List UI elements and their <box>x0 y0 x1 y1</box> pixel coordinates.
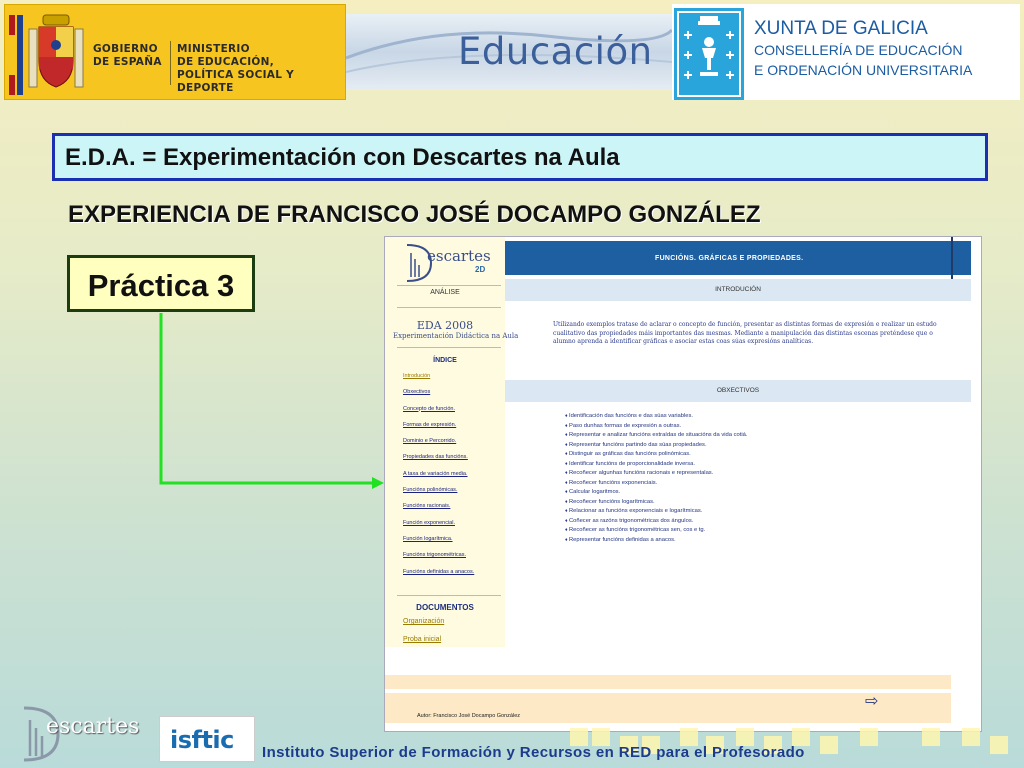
flag-stripe-blue <box>17 15 23 95</box>
xunta-title: XUNTA DE GALICIA <box>754 18 928 39</box>
embedded-page-screenshot <box>384 236 982 732</box>
descartes-2d-badge: 2D <box>475 265 486 274</box>
section-title: OBXECTIVOS <box>716 387 760 394</box>
gobierno-line2: DE ESPAÑA <box>93 56 162 68</box>
documents-title: DOCUMENTOS <box>416 603 474 612</box>
objective-item: ♦ Representar e analizar funcións extraídas de situacións da vida cotiá. <box>565 432 747 442</box>
xunta-subtitle-2: E ORDENACIÓN UNIVERSITARIA <box>754 62 973 78</box>
objective-item: ♦ Identificar funcións de proporcionalidade inversa. <box>565 461 747 471</box>
index-title: ÍNDICE <box>433 357 457 364</box>
ministerio-text <box>177 43 345 95</box>
gobierno-logo-block <box>4 4 346 100</box>
xunta-subtitle-1: CONSELLERÍA DE EDUCACIÓN <box>754 42 963 58</box>
spain-flag-stripe <box>9 15 15 95</box>
index-link[interactable]: Formas de expresión. <box>403 421 457 428</box>
divider <box>397 285 501 286</box>
footer-band <box>385 675 951 689</box>
index-link[interactable]: Función exponencial. <box>403 519 455 526</box>
ministerio-line1: MINISTERIO <box>177 43 250 55</box>
educacion-banner <box>346 14 672 90</box>
embedded-title: FUNCIÓNS. GRÁFICAS E PROPIEDADES. <box>655 255 804 262</box>
ministerio-line3: POLÍTICA SOCIAL Y DEPORTE <box>177 69 295 94</box>
embedded-sidebar <box>385 237 519 647</box>
gobierno-text <box>93 43 162 69</box>
document-link-organizacion[interactable]: Organización <box>403 618 445 625</box>
index-link[interactable]: Función logarítmica. <box>403 535 453 542</box>
document-link-proba-inicial[interactable]: Proba inicial <box>403 636 442 643</box>
objective-item: ♦ Representar funcións partindo das súas propiedades. <box>565 442 747 452</box>
objective-item: ♦ Representar funcións definidas a anacos. <box>565 537 747 547</box>
decor-square <box>922 728 940 746</box>
section-header-objectives <box>505 380 971 402</box>
objective-item: ♦ Recoñecer as funcións trigonométricas sen, cos e tg. <box>565 527 747 537</box>
index-link[interactable]: Obxectivos <box>403 389 431 396</box>
index-link[interactable]: Dominio e Percorrido. <box>403 438 457 445</box>
embedded-title-bar <box>505 241 971 275</box>
index-link[interactable]: Funcións definidas a anacos. <box>403 568 475 575</box>
index-link[interactable]: Funcións trigonométricas. <box>403 552 466 559</box>
xunta-logo-block <box>672 4 1020 100</box>
index-link[interactable]: Propiedades das funcións. <box>403 454 468 461</box>
divider <box>170 41 171 85</box>
gobierno-line1: GOBIERNO <box>93 43 158 55</box>
objective-item: ♦ Coñecer as razóns trigonométricas dos ángulos. <box>565 518 747 528</box>
eda-title: EDA 2008 <box>416 319 474 332</box>
slide-title: E.D.A. = Experimentación con Descartes na Aula <box>52 133 988 181</box>
index-link[interactable]: A taxa de variación media. <box>403 470 468 477</box>
descartes-logo-word: escartes <box>427 247 491 265</box>
objective-item: ♦ Calcular logaritmos. <box>565 489 747 499</box>
sidebar-heading: ANÁLISE <box>430 289 460 296</box>
index-link[interactable]: Funcións racionais. <box>403 503 451 510</box>
objectives-list <box>565 413 747 546</box>
practice-label: Práctica 3 <box>67 255 255 312</box>
decor-square <box>860 728 878 746</box>
decor-square <box>962 728 980 746</box>
author-credit: Autor: Francisco José Docampo González <box>417 713 521 719</box>
ministerio-line2: DE EDUCACIÓN, <box>177 56 275 68</box>
objective-item: ♦ Identificación das funcións e das súas variables. <box>565 413 747 423</box>
decor-square <box>820 736 838 754</box>
objective-item: ♦ Relacionar as funcións exponenciais e logarítmicas. <box>565 508 747 518</box>
decor-square <box>990 736 1008 754</box>
institute-footer-text: Instituto Superior de Formación y Recursos en RED para el Profesorado <box>262 744 805 761</box>
divider <box>951 237 953 281</box>
spain-coat-of-arms-icon <box>27 11 85 95</box>
objective-item: ♦ Recoñecer funcións exponenciais. <box>565 480 747 490</box>
educacion-word: Educación <box>458 30 653 73</box>
objective-item: ♦ Distinguir as gráficas das funcións polinómicas. <box>565 451 747 461</box>
divider <box>397 595 501 596</box>
index-link-list <box>403 373 474 585</box>
isftic-logo-word: isftic <box>170 726 234 754</box>
galicia-shield-icon <box>674 8 744 100</box>
divider <box>397 307 501 308</box>
objective-item: ♦ Recoñecer funcións logarítmicas. <box>565 499 747 509</box>
next-arrow-icon[interactable]: ⇨ <box>865 693 879 710</box>
intro-paragraph: Utilizando exemplos tratase de aclarar o concepto de función, presentar as distintas formas de expresión e realizar un estudo cualitativo das propiedades máis importantes das mesmas. Mediante a manipulación das distintas escenas preténdese que o alumno aprenda a identificar gráficas e asociar estas coas súas expresións analíticas. <box>553 321 937 345</box>
index-link[interactable]: Concepto de función. <box>403 405 455 412</box>
divider <box>397 347 501 348</box>
objective-item: ♦ Paso dunhas formas de expresión a outras. <box>565 423 747 433</box>
index-link[interactable]: Introdución <box>403 373 431 379</box>
eda-subtitle: Experimentación Didáctica na Aula <box>393 332 519 340</box>
objective-item: ♦ Recoñecer algunhas funcións racionais e representalas. <box>565 470 747 480</box>
descartes-footer-word: escartes <box>46 714 140 739</box>
section-title: INTRODUCIÓN <box>715 286 761 293</box>
index-link[interactable]: Funcións polinómicas. <box>403 487 458 494</box>
slide-subtitle: EXPERIENCIA DE FRANCISCO JOSÉ DOCAMPO GONZÁLEZ <box>68 201 761 228</box>
section-header-intro <box>505 279 971 301</box>
